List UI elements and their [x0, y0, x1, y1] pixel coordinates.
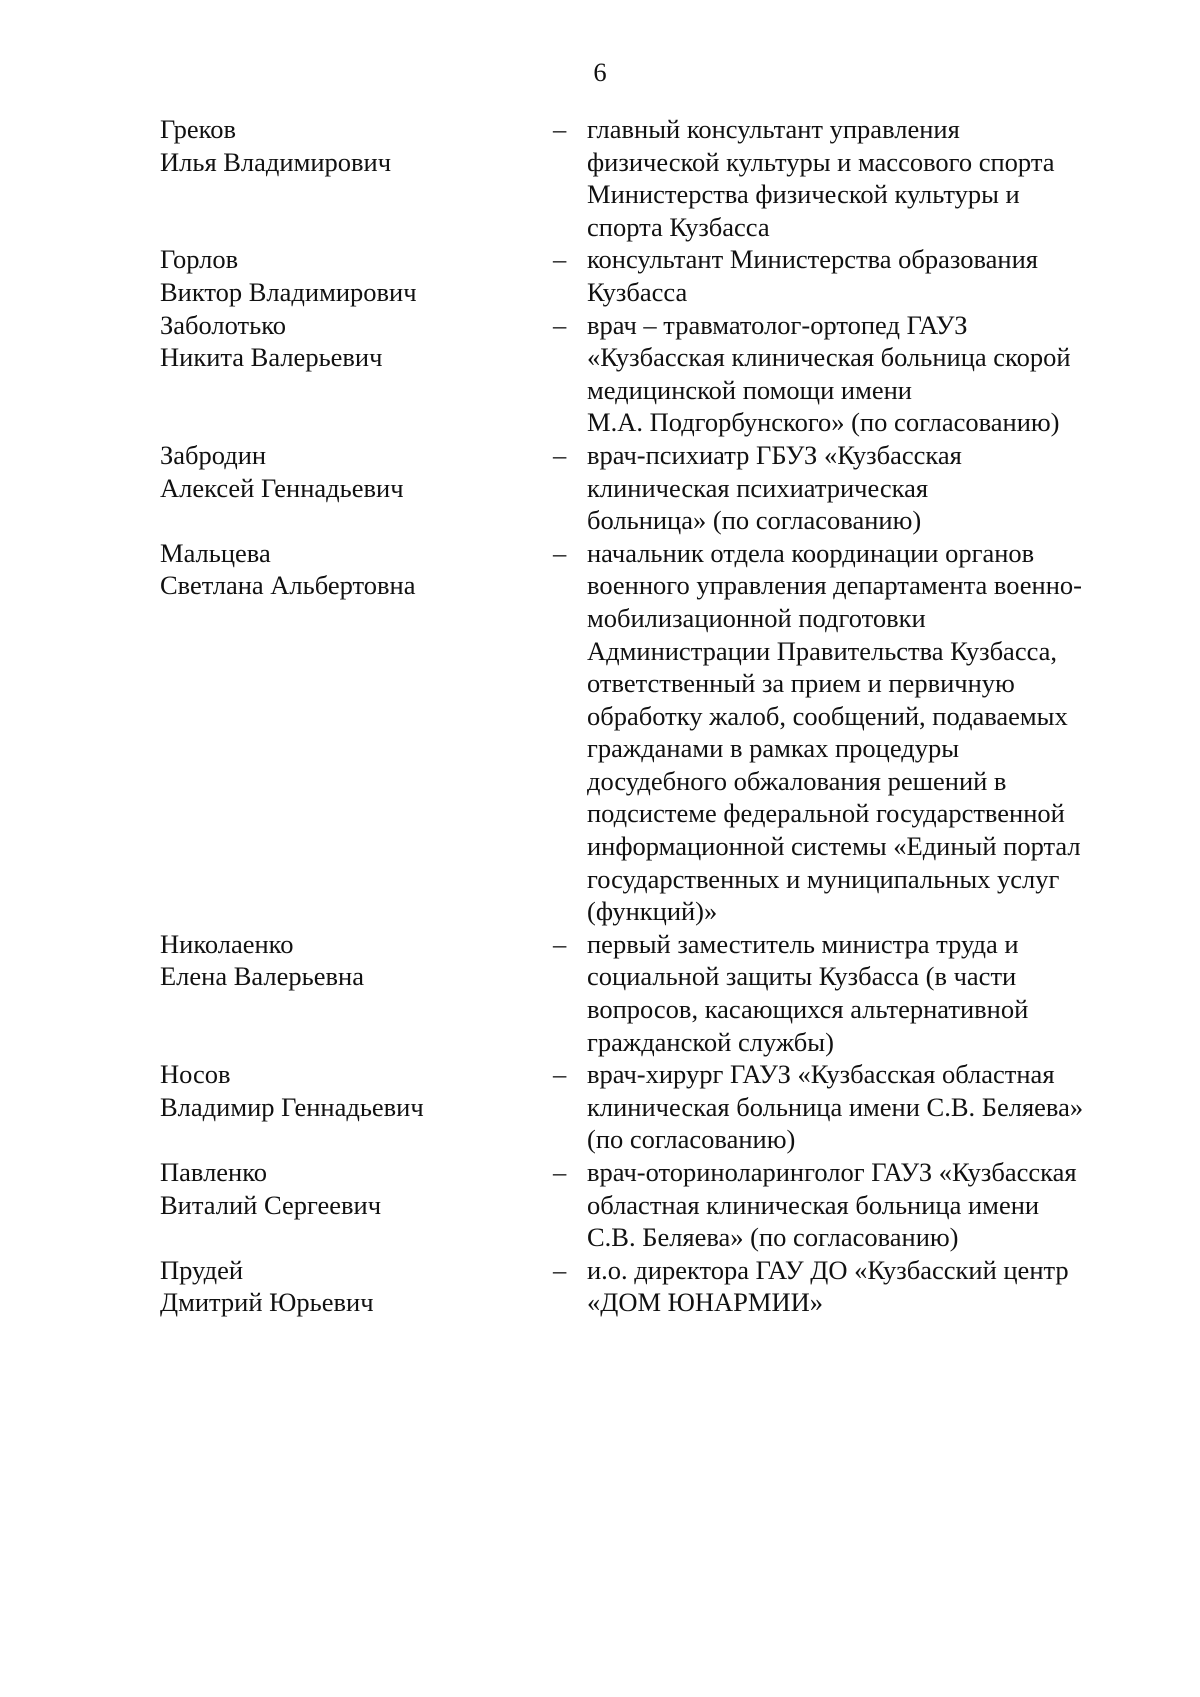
- member-name: [160, 439, 553, 504]
- member-position: [587, 309, 1132, 439]
- member-surname: Николаенко: [160, 928, 294, 959]
- position-line: (функций)»: [587, 896, 718, 927]
- member-position: [587, 113, 1132, 243]
- member-name: [160, 928, 553, 993]
- member-given-names: Илья Владимирович: [160, 146, 392, 177]
- list-item: [160, 1156, 1140, 1254]
- position-line: врач-хирург ГАУЗ «Кузбасская областная: [587, 1059, 1055, 1090]
- position-line: медицинской помощи имени: [587, 374, 912, 405]
- list-item: [160, 537, 1140, 928]
- member-surname: Заболотько: [160, 309, 286, 340]
- member-surname: Мальцева: [160, 537, 271, 568]
- member-name: [160, 537, 553, 602]
- position-line: главный консультант управления: [587, 114, 960, 144]
- position-line: вопросов, касающихся альтернативной: [587, 994, 1029, 1025]
- member-given-names: Никита Валерьевич: [160, 342, 383, 373]
- list-item: [160, 1254, 1140, 1319]
- list-item: [160, 439, 1140, 537]
- position-line: областная клиническая больница имени: [587, 1189, 1040, 1220]
- position-line: врач-психиатр ГБУЗ «Кузбасская: [587, 439, 962, 470]
- position-line: гражданами в рамках процедуры: [587, 733, 960, 764]
- member-surname: Прудей: [160, 1254, 244, 1285]
- member-position: [587, 1058, 1132, 1156]
- member-name: [160, 113, 553, 178]
- member-position: [587, 928, 1132, 1058]
- member-position: [587, 1156, 1132, 1254]
- position-line: мобилизационной подготовки: [587, 602, 926, 633]
- position-line: государственных и муниципальных услуг: [587, 863, 1060, 894]
- member-given-names: Елена Валерьевна: [160, 961, 364, 992]
- list-item: [160, 309, 1140, 439]
- dash-separator: –: [553, 1157, 567, 1187]
- dash-separator: –: [553, 928, 567, 959]
- dash-separator: –: [553, 439, 567, 470]
- member-surname: Греков: [160, 114, 236, 144]
- position-line: М.А. Подгорбунского» (по согласованию): [587, 407, 1060, 438]
- member-name: [160, 1156, 553, 1221]
- position-line: и.о. директора ГАУ ДО «Кузбасский центр: [587, 1254, 1069, 1285]
- dash-separator: –: [553, 1254, 567, 1285]
- member-given-names: Алексей Геннадьевич: [160, 472, 404, 503]
- position-line: спорта Кузбасса: [587, 211, 770, 242]
- position-line: С.В. Беляева» (по согласованию): [587, 1222, 959, 1253]
- list-item: [160, 113, 1140, 243]
- position-line: физической культуры и массового спорта: [587, 146, 1055, 177]
- member-name: [160, 309, 553, 374]
- position-line: военного управления департамента военно-: [587, 570, 1082, 601]
- page-number: 6: [593, 57, 607, 87]
- position-line: социальной защиты Кузбасса (в части: [587, 961, 1017, 992]
- position-line: информационной системы «Единый портал: [587, 831, 1081, 862]
- member-given-names: Виктор Владимирович: [160, 276, 417, 307]
- member-name: [160, 1058, 553, 1123]
- position-line: «Кузбасская клиническая больница скорой: [587, 342, 1071, 373]
- position-line: начальник отдела координации органов: [587, 537, 1035, 568]
- member-name: [160, 243, 553, 308]
- position-line: врач – травматолог-ортопед ГАУЗ: [587, 309, 968, 340]
- dash-separator: –: [553, 244, 567, 275]
- member-surname: Павленко: [160, 1157, 268, 1187]
- position-line: Администрации Правительства Кузбасса,: [587, 635, 1058, 666]
- member-position: [587, 439, 1132, 537]
- member-given-names: Светлана Альбертовна: [160, 570, 416, 601]
- position-line: обработку жалоб, сообщений, подаваемых: [587, 700, 1068, 731]
- position-line: Министерства физической культуры и: [587, 179, 1020, 210]
- list-item: [160, 928, 1140, 1058]
- position-line: первый заместитель министра труда и: [587, 928, 1019, 959]
- list-item: [160, 1058, 1140, 1156]
- dash-separator: –: [553, 114, 567, 144]
- position-line: консультант Министерства образования: [587, 244, 1038, 275]
- position-line: клиническая психиатрическая: [587, 472, 929, 503]
- member-given-names: Виталий Сергеевич: [160, 1189, 382, 1220]
- member-name: [160, 1254, 553, 1319]
- position-line: врач-оториноларинголог ГАУЗ «Кузбасская: [587, 1157, 1077, 1187]
- member-position: [587, 243, 1132, 308]
- dash-separator: –: [553, 537, 567, 568]
- member-surname: Забродин: [160, 439, 267, 470]
- member-list: [160, 113, 1140, 1319]
- member-surname: Горлов: [160, 244, 239, 275]
- dash-separator: –: [553, 309, 567, 340]
- member-surname: Носов: [160, 1059, 231, 1090]
- member-position: [587, 537, 1132, 928]
- position-line: «ДОМ ЮНАРМИИ»: [587, 1287, 823, 1318]
- member-position: [587, 1254, 1132, 1319]
- position-line: клиническая больница имени С.В. Беляева»: [587, 1091, 1084, 1122]
- position-line: (по согласованию): [587, 1124, 796, 1155]
- member-given-names: Владимир Геннадьевич: [160, 1091, 424, 1122]
- list-item: [160, 243, 1140, 308]
- member-given-names: Дмитрий Юрьевич: [160, 1287, 374, 1318]
- position-line: больница» (по согласованию): [587, 505, 922, 536]
- position-line: подсистеме федеральной государственной: [587, 798, 1065, 829]
- dash-separator: –: [553, 1059, 567, 1090]
- position-line: ответственный за прием и первичную: [587, 668, 1015, 699]
- position-line: досудебного обжалования решений в: [587, 765, 1007, 796]
- position-line: гражданской службы): [587, 1026, 834, 1057]
- position-line: Кузбасса: [587, 276, 688, 307]
